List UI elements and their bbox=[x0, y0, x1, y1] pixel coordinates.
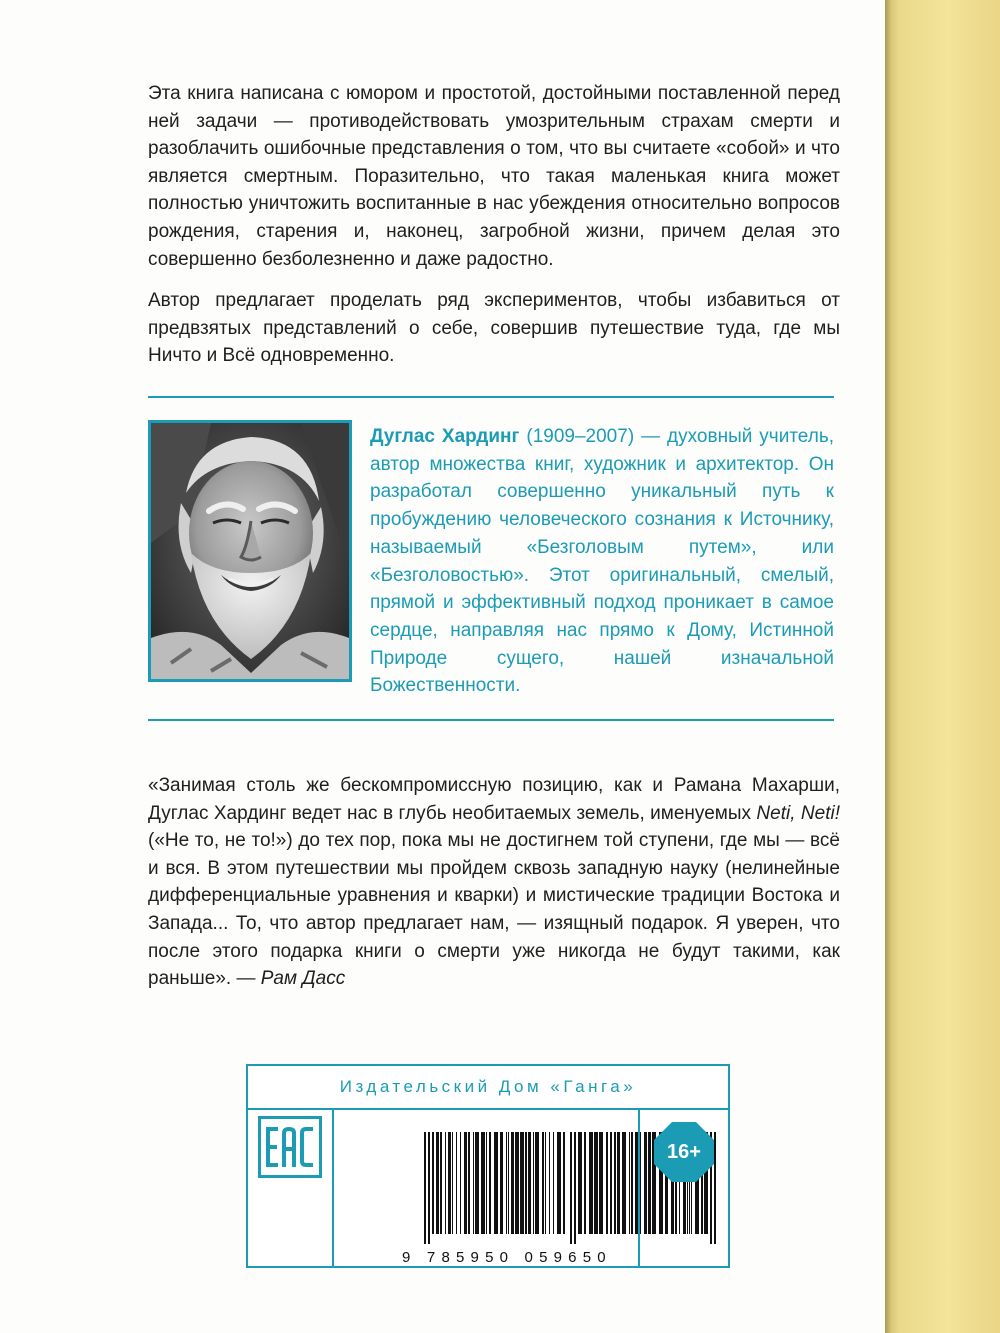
intro-paragraph bbox=[148, 80, 840, 273]
barcode-bar bbox=[456, 1132, 457, 1234]
age-rating: 16+ bbox=[667, 1140, 701, 1163]
barcode-bar bbox=[629, 1132, 630, 1234]
author-bio-text: (1909–2007) — духовный учитель, автор множества книг, художник и архитектор. Он разработал совершенно уникальный путь к пробуждению человеческого сознания к Источнику, называемый «Безголовым путем», или «Безголовостью». Этот оригинальный, смелый, прямой и эффективный подход проникает в самое сердце, направляя нас прямо к Дому, Истинной Природе сущего, нашей изначальной Божественности. bbox=[370, 426, 834, 697]
barcode-bar bbox=[432, 1132, 434, 1234]
barcode-bar bbox=[452, 1132, 453, 1234]
quote-part-1: «Занимая столь же бескомпромиссную позицию, как и Рамана Махарши, Дуглас Хардинг ведет нас в глубь необитаемых земель, именуемых bbox=[148, 775, 840, 824]
barcode-bar bbox=[563, 1132, 565, 1234]
publisher-name: Издательский Дом «Ганга» bbox=[248, 1066, 728, 1110]
barcode-bar bbox=[494, 1132, 498, 1234]
barcode-bar bbox=[584, 1132, 586, 1234]
method-paragraph bbox=[148, 287, 840, 370]
barcode-bar bbox=[631, 1132, 633, 1234]
barcode-bar bbox=[622, 1132, 626, 1234]
barcode-bar bbox=[468, 1132, 470, 1234]
barcode-bar bbox=[506, 1132, 507, 1234]
barcode-bar bbox=[448, 1132, 451, 1234]
barcode-bar bbox=[533, 1132, 534, 1234]
barcode-bar bbox=[445, 1132, 446, 1234]
intro-text: Эта книга написана с юмором и простотой, достойными поставленной перед ней задачи — противодействовать умозрительным страхам смерти и разоблачить ошибочные представления о том, что вы считаете «собой» и что является смертным. Поразительно, что такая маленькая книга может полностью уничтожить воспитанные в нас убеждения относительно вопросов рождения, старения и, наконец, загробной жизни, причем делая это совершенно безболезненно и даже радостно. bbox=[148, 83, 840, 270]
barcode-bar bbox=[511, 1132, 514, 1234]
barcode-bar bbox=[481, 1132, 485, 1234]
barcode-bar bbox=[574, 1132, 576, 1244]
barcode-bar bbox=[535, 1132, 539, 1234]
barcode-bar bbox=[436, 1132, 439, 1234]
barcode-bar bbox=[428, 1132, 430, 1244]
barcode-bar bbox=[578, 1132, 582, 1234]
quote-neti: Neti, Neti! bbox=[756, 802, 840, 824]
author-name: Дуглас Хардинг bbox=[370, 426, 520, 447]
author-bio bbox=[370, 423, 834, 700]
barcode-bar bbox=[610, 1132, 612, 1234]
barcode-bar bbox=[617, 1132, 620, 1234]
eac-glyph-icon bbox=[261, 1119, 319, 1175]
barcode-bar bbox=[500, 1132, 503, 1234]
barcode-bar bbox=[599, 1132, 603, 1234]
quote-part-2: («Не то, не то!») до тех пор, пока мы не достигнем той ступени, где мы — всё и вся. В этом путешествии мы пройдем сквозь западную науку (нелинейные дифференциальные уравнения и кварки) и мистические традиции Востока и Запада... То, что автор предлагает нам, — изящный подарок. Я уверен, что после этого подарка книги о смерти уже никогда не будут такими, как раньше». — bbox=[148, 830, 840, 990]
age-rating-badge-icon bbox=[652, 1120, 716, 1184]
divider-top bbox=[148, 396, 834, 398]
barcode-bar bbox=[549, 1132, 550, 1234]
barcode-bar bbox=[553, 1132, 554, 1234]
barcode-bar bbox=[542, 1132, 544, 1234]
quote-attribution: Рам Дасс bbox=[260, 968, 346, 990]
age-rating-cell bbox=[638, 1110, 728, 1266]
author-portrait-image bbox=[151, 423, 349, 679]
barcode-bar bbox=[570, 1132, 572, 1244]
barcode-bar bbox=[464, 1132, 467, 1234]
barcode-bar bbox=[508, 1132, 509, 1234]
barcode-bar bbox=[525, 1132, 527, 1234]
author-photo bbox=[148, 420, 352, 682]
barcode-bar bbox=[606, 1132, 608, 1234]
barcode-bar bbox=[440, 1132, 442, 1234]
barcode-bar bbox=[424, 1132, 426, 1244]
book-spine bbox=[885, 0, 1000, 1333]
barcode-bar bbox=[545, 1132, 546, 1234]
barcode-bar bbox=[557, 1132, 561, 1234]
barcode-bar bbox=[460, 1132, 461, 1234]
review-quote bbox=[148, 772, 840, 993]
barcode-bar bbox=[515, 1132, 519, 1234]
barcode-bar bbox=[594, 1132, 598, 1234]
barcode-bar bbox=[486, 1132, 487, 1234]
publisher-box bbox=[246, 1064, 730, 1268]
method-text: Автор предлагает проделать ряд экспериментов, чтобы избавиться от предвзятых представлений о себе, совершив путешествие туда, где мы Ничто и Всё одновременно. bbox=[148, 290, 840, 367]
barcode-bar bbox=[489, 1132, 491, 1234]
isbn-digits: 9 785950 059650 bbox=[402, 1249, 612, 1266]
barcode-bar bbox=[614, 1132, 616, 1234]
barcode-bar bbox=[528, 1132, 531, 1234]
divider-bottom bbox=[148, 719, 834, 721]
eac-certification-icon bbox=[258, 1116, 322, 1178]
barcode-bar bbox=[473, 1132, 474, 1234]
certification-cell bbox=[248, 1110, 334, 1266]
spine-edge bbox=[885, 0, 891, 1333]
barcode-bar bbox=[475, 1132, 479, 1234]
barcode-bar bbox=[520, 1132, 524, 1234]
barcode-bar bbox=[589, 1132, 593, 1234]
review-quote-text bbox=[148, 772, 840, 993]
